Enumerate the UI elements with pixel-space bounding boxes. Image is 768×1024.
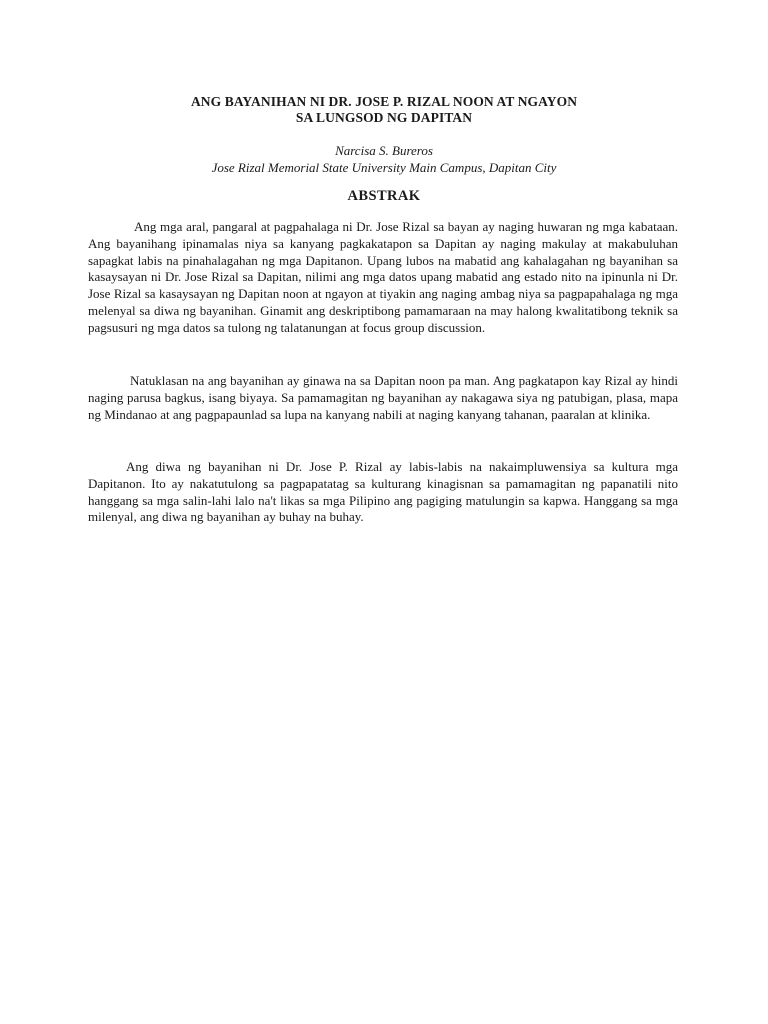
abstract-paragraph-3: Ang diwa ng bayanihan ni Dr. Jose P. Rizal ay labis-labis na nakaimpluwensiya sa kultura mga Dapitanon. Ito ay nakatutulong sa pagpapatatag sa kulturang kinagisnan sa pamamagitan ng papanatili nito hanggang sa mga salin-lahi lalo na't likas sa mga Pilipino ang pagiging matulungin sa kapwa. Hanggang sa mga milenyal, ang diwa ng bayanihan ay buhay na buhay. bbox=[88, 459, 678, 525]
abstract-paragraph-1: Ang mga aral, pangaral at pagpahalaga ni Dr. Jose Rizal sa bayan ay naging huwaran ng mga kabataan. Ang bayanihang ipinamalas niya sa kanyang pagkakatapon sa Dapitan ay naging makulay at makabuluhan sapagkat labis na pinahalagahan ng mga Dapitanon. Upang lubos na mabatid ang kahalagahan ng bayanihan sa kasaysayan ni Dr. Jose Rizal sa Dapitan, nilimi ang mga datos upang mabatid ang estado nito na ipinunla ni Dr. Jose Rizal sa kasaysayan ng Dapitan noon at ngayon at tiyakin ang naging ambag niya sa pagpapahalaga ng mga melenyal sa diwa ng bayanihan. Ginamit ang deskriptibong pamamaraan na may halong kwalitatibong teknik sa pagsusuri ng mga datos sa tulong ng talatanungan at focus group discussion. bbox=[88, 219, 678, 335]
abstract-paragraph-2: Natuklasan na ang bayanihan ay ginawa na sa Dapitan noon pa man. Ang pagkatapon kay Rizal ay hindi naging parusa bagkus, isang biyaya. Sa pamamagitan ng bayanihan ay nakagawa siya ng patubigan, plasa, mapa ng Mindanao at ang pagpapaunlad sa lupa na kanyang nabili at naging kanyang tahanan, paaralan at klinika. bbox=[88, 373, 678, 422]
title-line-2: SA LUNGSOD NG DAPITAN bbox=[295, 110, 473, 125]
author-affiliation: Jose Rizal Memorial State University Main Campus, Dapitan City bbox=[211, 160, 557, 175]
section-heading: ABSTRAK bbox=[347, 188, 421, 204]
author-name: Narcisa S. Bureros bbox=[335, 143, 433, 158]
title-line-1: ANG BAYANIHAN NI DR. JOSE P. RIZAL NOON AT NGAYON bbox=[190, 94, 578, 109]
